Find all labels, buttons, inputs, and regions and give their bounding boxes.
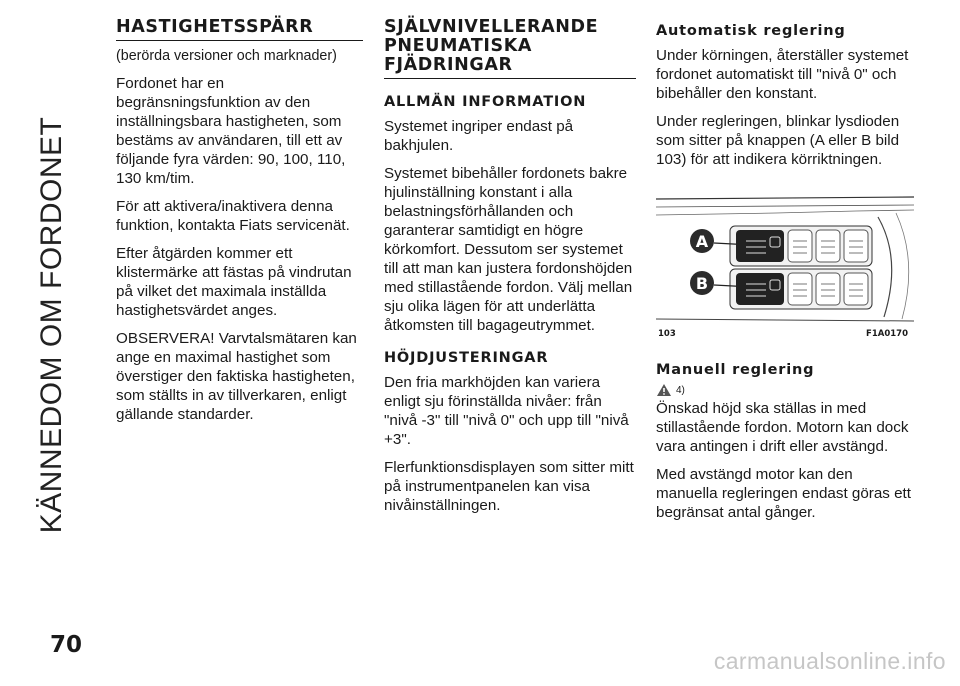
- callout-a-label: A: [695, 232, 709, 251]
- subheading-height-adjustments: HÖJDJUSTERINGAR: [384, 350, 549, 366]
- column-speed-limiter: [116, 18, 363, 433]
- figure-code: F1A0170: [866, 329, 908, 339]
- paragraph: Under körningen, återställer systemet fordonet automatiskt till "nivå 0" och bibehåller den konstant.: [656, 47, 909, 102]
- versions-note: (berörda versioner och marknader): [116, 48, 337, 64]
- paragraph: Systemet bibehåller fordonets bakre hjulinställning konstant i alla belastningsförhållanden och garanterar samtidigt en högre körkomfort. Dessutom ser systemet till att man kan justera fordonshöjden med stillastående fordon. Välj mellan sju olika lägen för att underlätta åtkomsten till bagageutrymmet.: [384, 165, 633, 334]
- paragraph: Flerfunktionsdisplayen som sitter mitt på instrumentpanelen kan visa nivåinställningen.: [384, 459, 634, 514]
- subheading-general-info: ALLMÄN INFORMATION: [384, 94, 587, 110]
- column-regulation: [656, 18, 916, 531]
- callout-b-label: B: [695, 274, 709, 293]
- paragraph: Systemet ingriper endast på bakhjulen.: [384, 118, 574, 154]
- warning-triangle-icon: [656, 383, 672, 397]
- warning-reference: [656, 383, 916, 397]
- page-number: 70: [50, 632, 83, 658]
- warning-reference-number: 4): [676, 384, 685, 396]
- switch-panel-illustration: [656, 189, 914, 327]
- paragraph: Fordonet har en begränsningsfunktion av den inställningsbara hastigheten, som bestäms av användaren, till ett av följande fyra värden: 90, 100, 110, 130 km/tim.: [116, 75, 346, 187]
- watermark-text: carmanualsonline.info: [713, 648, 946, 674]
- figure-number: 103: [658, 329, 676, 339]
- paragraph: Med avstängd motor kan den manuella regleringen endast göras ett begränsat antal gånger.: [656, 466, 911, 521]
- paragraph: Den fria markhöjden kan variera enligt sju förinställda nivåer: från "nivå -3" till "nivå 0" och upp till "nivå +3".: [384, 374, 629, 448]
- paragraph: Efter åtgärden kommer ett klistermärke att fästas på vindrutan på vilket det maximala inställda hastighetsvärdet anges.: [116, 245, 352, 319]
- heading-air-suspension: SJÄLVNIVELLERANDE PNEUMATISKA FJÄDRINGAR: [384, 18, 636, 79]
- paragraph: Önskad höjd ska ställas in med stillastående fordon. Motorn kan dock vara antingen i drift eller avstängd.: [656, 400, 909, 455]
- paragraph: OBSERVERA! Varvtalsmätaren kan ange en maximal hastighet som överstiger den faktiska hastigheten, som ställts in av tillverkaren, enligt gällande standarder.: [116, 330, 357, 423]
- figure-103-switch-panel: [656, 189, 914, 347]
- subheading-automatic-regulation: Automatisk reglering: [656, 23, 846, 39]
- paragraph: För att aktivera/inaktivera denna funktion, kontakta Fiats servicenät.: [116, 198, 350, 234]
- subheading-manual-regulation: Manuell reglering: [656, 362, 815, 378]
- paragraph: Under regleringen, blinkar lysdioden som sitter på knappen (A eller B bild 103) för att indikera körriktningen.: [656, 113, 900, 168]
- heading-speed-limiter: HASTIGHETSSPÄRR: [116, 18, 363, 41]
- column-air-suspension: [384, 18, 636, 524]
- side-section-title: KÄNNEDOM OM FORDONET: [35, 116, 68, 534]
